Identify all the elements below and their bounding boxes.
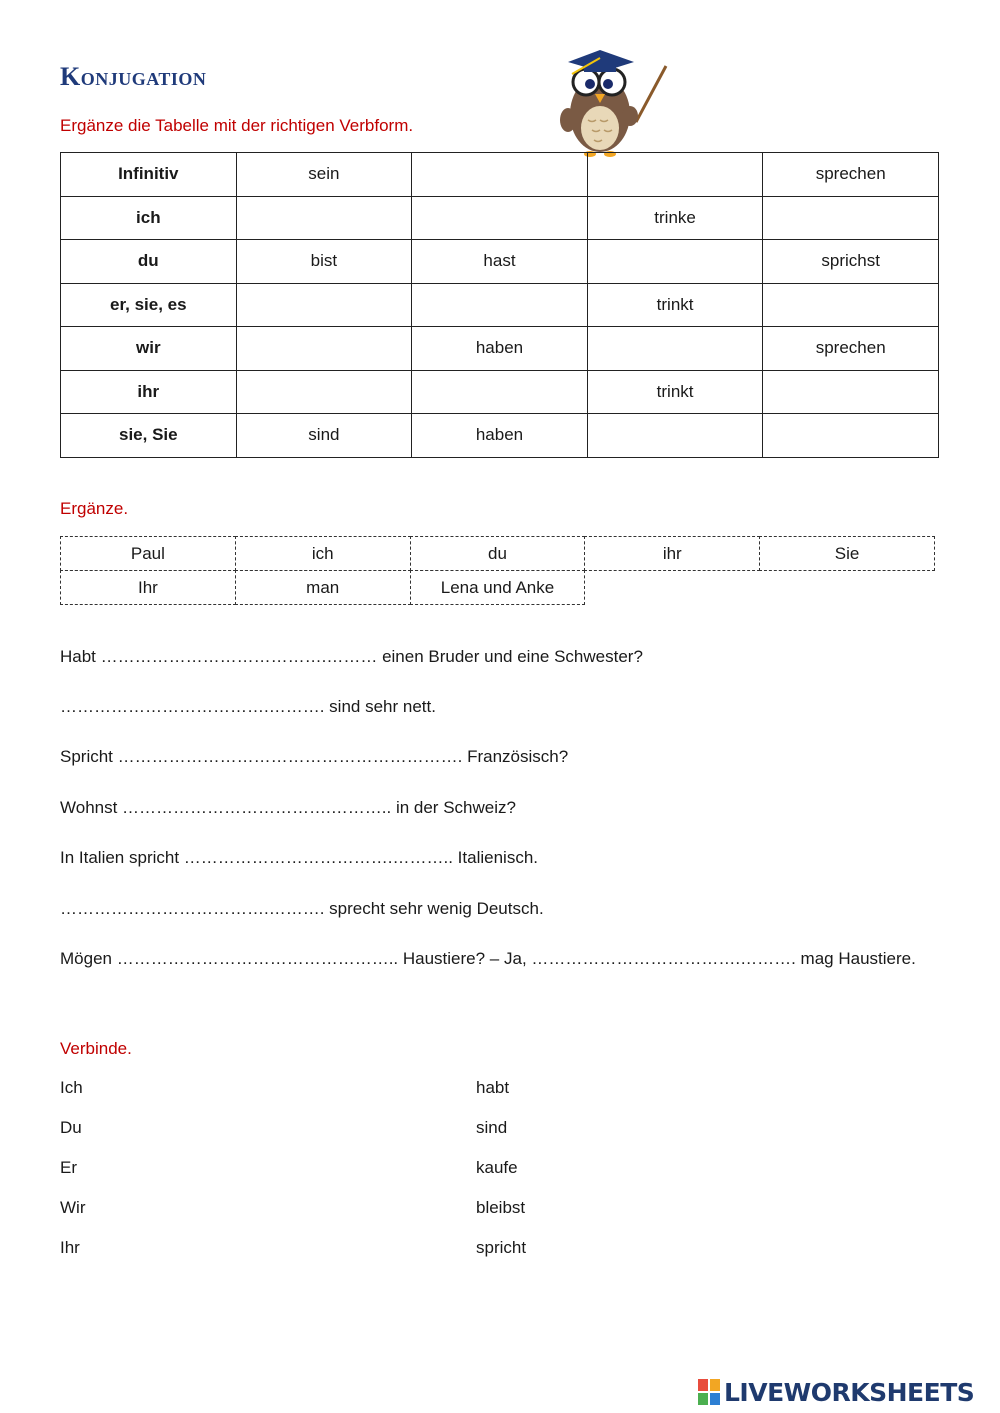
table-cell[interactable] <box>236 196 412 240</box>
word-bank-item: Ihr <box>60 570 236 605</box>
table-cell[interactable] <box>236 327 412 371</box>
word-bank-row <box>60 570 939 604</box>
word-bank-item: ihr <box>584 536 760 571</box>
match-left-item[interactable]: Er <box>60 1158 77 1177</box>
table-cell[interactable]: trinkt <box>587 283 763 327</box>
table-cell[interactable] <box>763 283 939 327</box>
table-cell: Infinitiv <box>61 153 237 197</box>
table-cell: ich <box>61 196 237 240</box>
word-bank-item: Sie <box>759 536 935 571</box>
table-cell[interactable]: trinkt <box>587 370 763 414</box>
table-cell[interactable]: haben <box>412 327 588 371</box>
sentence-4[interactable]: Wohnst ……………………………….……….. in der Schweiz? <box>60 798 516 817</box>
table-cell[interactable]: sind <box>236 414 412 458</box>
table-cell[interactable] <box>763 370 939 414</box>
liveworksheets-mark-icon <box>698 1379 720 1405</box>
table-cell[interactable] <box>412 283 588 327</box>
match-left-item[interactable]: Du <box>60 1118 82 1137</box>
table-row <box>61 414 939 458</box>
match-instruction: Verbinde. <box>60 1039 132 1058</box>
sentence-5[interactable]: In Italien spricht ……………………………….……….. Italienisch. <box>60 848 538 867</box>
owl-teacher-icon <box>548 36 673 161</box>
table-cell: sie, Sie <box>61 414 237 458</box>
match-right-item[interactable]: sind <box>476 1118 508 1137</box>
table-row <box>61 153 939 197</box>
match-right-item[interactable]: bleibst <box>476 1198 526 1217</box>
table-cell[interactable] <box>763 196 939 240</box>
table-cell: du <box>61 240 237 284</box>
table-cell: ihr <box>61 370 237 414</box>
match-left-item[interactable]: Ich <box>60 1078 83 1097</box>
table-cell[interactable]: trinke <box>587 196 763 240</box>
table-row <box>61 283 939 327</box>
table-cell[interactable] <box>412 370 588 414</box>
table-cell[interactable] <box>587 153 763 197</box>
table-cell[interactable] <box>587 240 763 284</box>
match-right-item[interactable]: kaufe <box>476 1158 518 1177</box>
table-cell[interactable]: sprechen <box>763 327 939 371</box>
table-cell[interactable] <box>587 327 763 371</box>
table-cell[interactable]: sprichst <box>763 240 939 284</box>
table-cell[interactable]: hast <box>412 240 588 284</box>
sentence-3[interactable]: Spricht ……………………………………………………. Französisch? <box>60 747 569 766</box>
sentence-2[interactable]: ……………………………….………. sind sehr nett. <box>60 697 436 716</box>
table-cell[interactable]: haben <box>412 414 588 458</box>
table-cell: er, sie, es <box>61 283 237 327</box>
table-cell[interactable]: bist <box>236 240 412 284</box>
table-instruction: Ergänze die Tabelle mit der richtigen Verbform. <box>60 116 414 135</box>
logo-text: LIVEWORKSHEETS <box>724 1377 975 1407</box>
word-bank-item: ich <box>235 536 411 571</box>
table-cell[interactable] <box>412 196 588 240</box>
words-instruction: Ergänze. <box>60 499 129 518</box>
table-cell[interactable] <box>236 283 412 327</box>
table-row <box>61 370 939 414</box>
match-right-item[interactable]: spricht <box>476 1238 527 1257</box>
table-cell: wir <box>61 327 237 371</box>
table-row <box>61 327 939 371</box>
page-title: Konjugation <box>60 62 207 91</box>
table-cell[interactable] <box>236 370 412 414</box>
table-cell[interactable]: sprechen <box>763 153 939 197</box>
word-bank-item: Lena und Anke <box>410 570 586 605</box>
table-row <box>61 240 939 284</box>
table-cell[interactable]: sein <box>236 153 412 197</box>
word-bank-item: Paul <box>60 536 236 571</box>
sentence-7[interactable]: Mögen ………………………………………….. Haustiere? – Ja, ……………………………….………. mag Haustiere. <box>60 949 916 968</box>
table-cell[interactable] <box>587 414 763 458</box>
sentence-6[interactable]: ……………………………….………. sprecht sehr wenig Deutsch. <box>60 899 544 918</box>
liveworksheets-logo <box>698 1376 974 1408</box>
word-bank-row <box>60 536 939 570</box>
match-left-item[interactable]: Ihr <box>60 1238 80 1257</box>
word-bank-item: man <box>235 570 411 605</box>
match-left-item[interactable]: Wir <box>60 1198 86 1217</box>
word-bank <box>60 536 939 604</box>
conjugation-table <box>60 152 939 458</box>
sentence-1[interactable]: Habt ………………………………….……… einen Bruder und eine Schwester? <box>60 647 643 666</box>
table-cell[interactable] <box>763 414 939 458</box>
table-cell[interactable] <box>412 153 588 197</box>
word-bank-item: du <box>410 536 586 571</box>
match-right-item[interactable]: habt <box>476 1078 510 1097</box>
table-row <box>61 196 939 240</box>
